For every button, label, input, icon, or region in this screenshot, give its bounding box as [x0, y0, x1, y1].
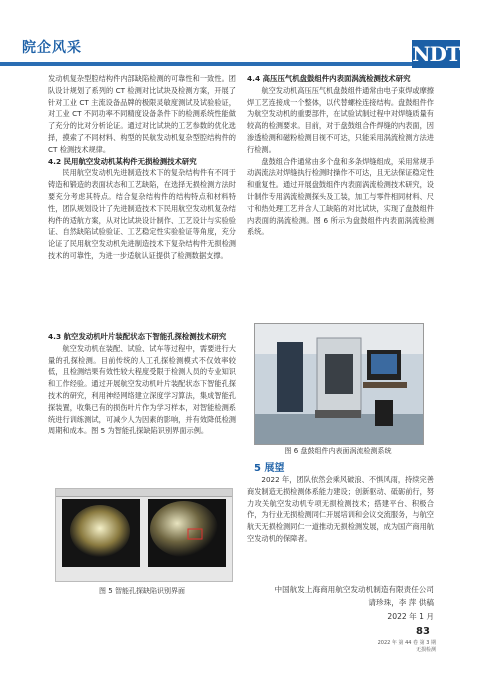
section-title: 院企风采 — [22, 40, 82, 56]
journal-info — [350, 640, 436, 653]
figure-6-caption: 图 6 盘鼓组件内表面涡流检测系统 — [284, 447, 392, 455]
figure-5-left-pane — [62, 499, 140, 567]
figure-5-image — [55, 488, 233, 582]
section-4-2-heading: 4.2 民用航空发动机某构件无损检测技术研究 — [48, 156, 197, 166]
signature-organization: 中国航发上海商用航空发动机制造有限责任公司 — [274, 585, 434, 594]
signature-authors: 请珍珠，李 萍 供稿 — [368, 598, 434, 607]
figure-5-caption: 图 5 智能孔探缺陷识别界面 — [99, 587, 185, 595]
journal-name: 无损检测 — [415, 646, 436, 653]
section-5-column — [247, 474, 434, 545]
section-4-4-paragraph-2: 盘鼓组合件通常由多个盘和多条焊缝组成，采用常规手动涡流法对焊缝执行检测时操作不可达，且无法保证稳定性和重复性。通过开展盘鼓组件内表面涡流检测技术研究，设计制作专用涡流检测探头及工装，加工与零件相同材料、尺寸和热处理工艺并含人工缺陷的对比试块，实现了盘鼓组件内表面的涡流检测。图 6 所示为盘鼓组件内表面涡流检测系统。 — [247, 156, 434, 237]
signature-date: 2022 年 1 月 — [387, 612, 434, 621]
section-4-3-body: 航空发动机在装配、试验、试车等过程中，需要进行大量的孔探检测。目前传统的人工孔探检测模式不仅效率较低，且检测结果有效性较大程度受限于检测人员的专业知识和工作经验。通过开展航空发动机叶片装配状态下智能孔探技术的研究，利用神经网络建立深度学习算法，集成智能孔探装置，收集已有的损伤叶片作为学习样本，对智能检测系统进行训练测试，可减少人为因素的影响，并有效降低检测周期和成本。图 5 为智能孔探缺陷识别界面示例。 — [48, 343, 236, 436]
section-4-4-paragraph-1: 航空发动机高压压气机盘鼓组件通常由电子束焊或摩擦焊工艺连接成一个整体，以代替螺栓连接结构。盘鼓组件作为航空发动机的重要部件，在试验试制过程中对焊缝质量有较高的检测要求。目前，对于盘鼓组合件焊缝的内表面，因渗透检测和磁粉检测目视不可达，只能采用涡流检测方法进行检测。 — [247, 85, 434, 154]
figure-5-toolbar — [56, 489, 232, 497]
borescope-view-right — [148, 499, 226, 567]
section-5-heading: 5 展望 — [254, 463, 285, 474]
journal-issue: 2022 年 第 44 卷 第 3 期 — [377, 640, 436, 646]
section-4-4-heading: 4.4 高压压气机盘鼓组件内表面涡流检测技术研究 — [247, 74, 411, 83]
page-number: 83 — [416, 626, 430, 637]
intro-paragraph: 发动机复杂型腔结构件内部缺陷检测的可靠性和一致性。团队设计规划了系列的 CT 检测对比试块及检测方案，开展了针对工业 CT 主流设备品牌的极限灵敏度测试及试验验证，对工业 CT 不同功率不同精度设备条件下的检测系统性能做了充分的比对分析论证。通过对比试块的工艺参数的优化选择，摸索了不同材料、构型的民航发动机复杂型腔结构件的 CT 检测技术规律。 — [48, 74, 236, 154]
section-4-2-body: 民用航空发动机先进制造技术下的复杂结构件有不同于铸造和锻造的表面状态和工艺缺陷，在选择无损检测方法时要充分考虑其特点。结合复杂结构件的结构特点和材料特性，团队规划设计了先进制造技术下民用航空发动机复杂结构件的适航方案，从对比试块设计制作、工艺设计与实验验证、自然缺陷试验验证、工艺稳定性实验验证等角度，充分论证了民用航空发动机先进制造技术下复杂结构件无损检测技术的可靠性，为进一步适航认证提供了检测数据支撑。 — [48, 168, 236, 260]
left-column — [48, 73, 236, 262]
right-column — [247, 73, 434, 238]
left-column-lower — [48, 331, 236, 437]
borescope-view-left — [62, 499, 140, 567]
journal-logo: NDT — [412, 42, 460, 66]
eddy-current-system-photo — [255, 324, 423, 444]
header-rule — [0, 62, 412, 66]
section-5-body: 2022 年，团队依然会乘风破浪、不惧风雨，持续完善商发制造无损检测体系能力建设；创新驱动、砥砺前行，努力攻关航空发动机专项无损检测技术；搭建平台、积极合作，为行业无损检测同仁开展培训和会议交流服务，与航空航天无损检测同仁一道推动无损检测发展，成为国产商用航空发动机的保障者。 — [247, 475, 434, 543]
figure-5-right-pane — [148, 499, 226, 567]
section-4-3-heading: 4.3 航空发动机叶片装配状态下智能孔探检测技术研究 — [48, 332, 227, 341]
figure-6-image — [254, 323, 424, 445]
